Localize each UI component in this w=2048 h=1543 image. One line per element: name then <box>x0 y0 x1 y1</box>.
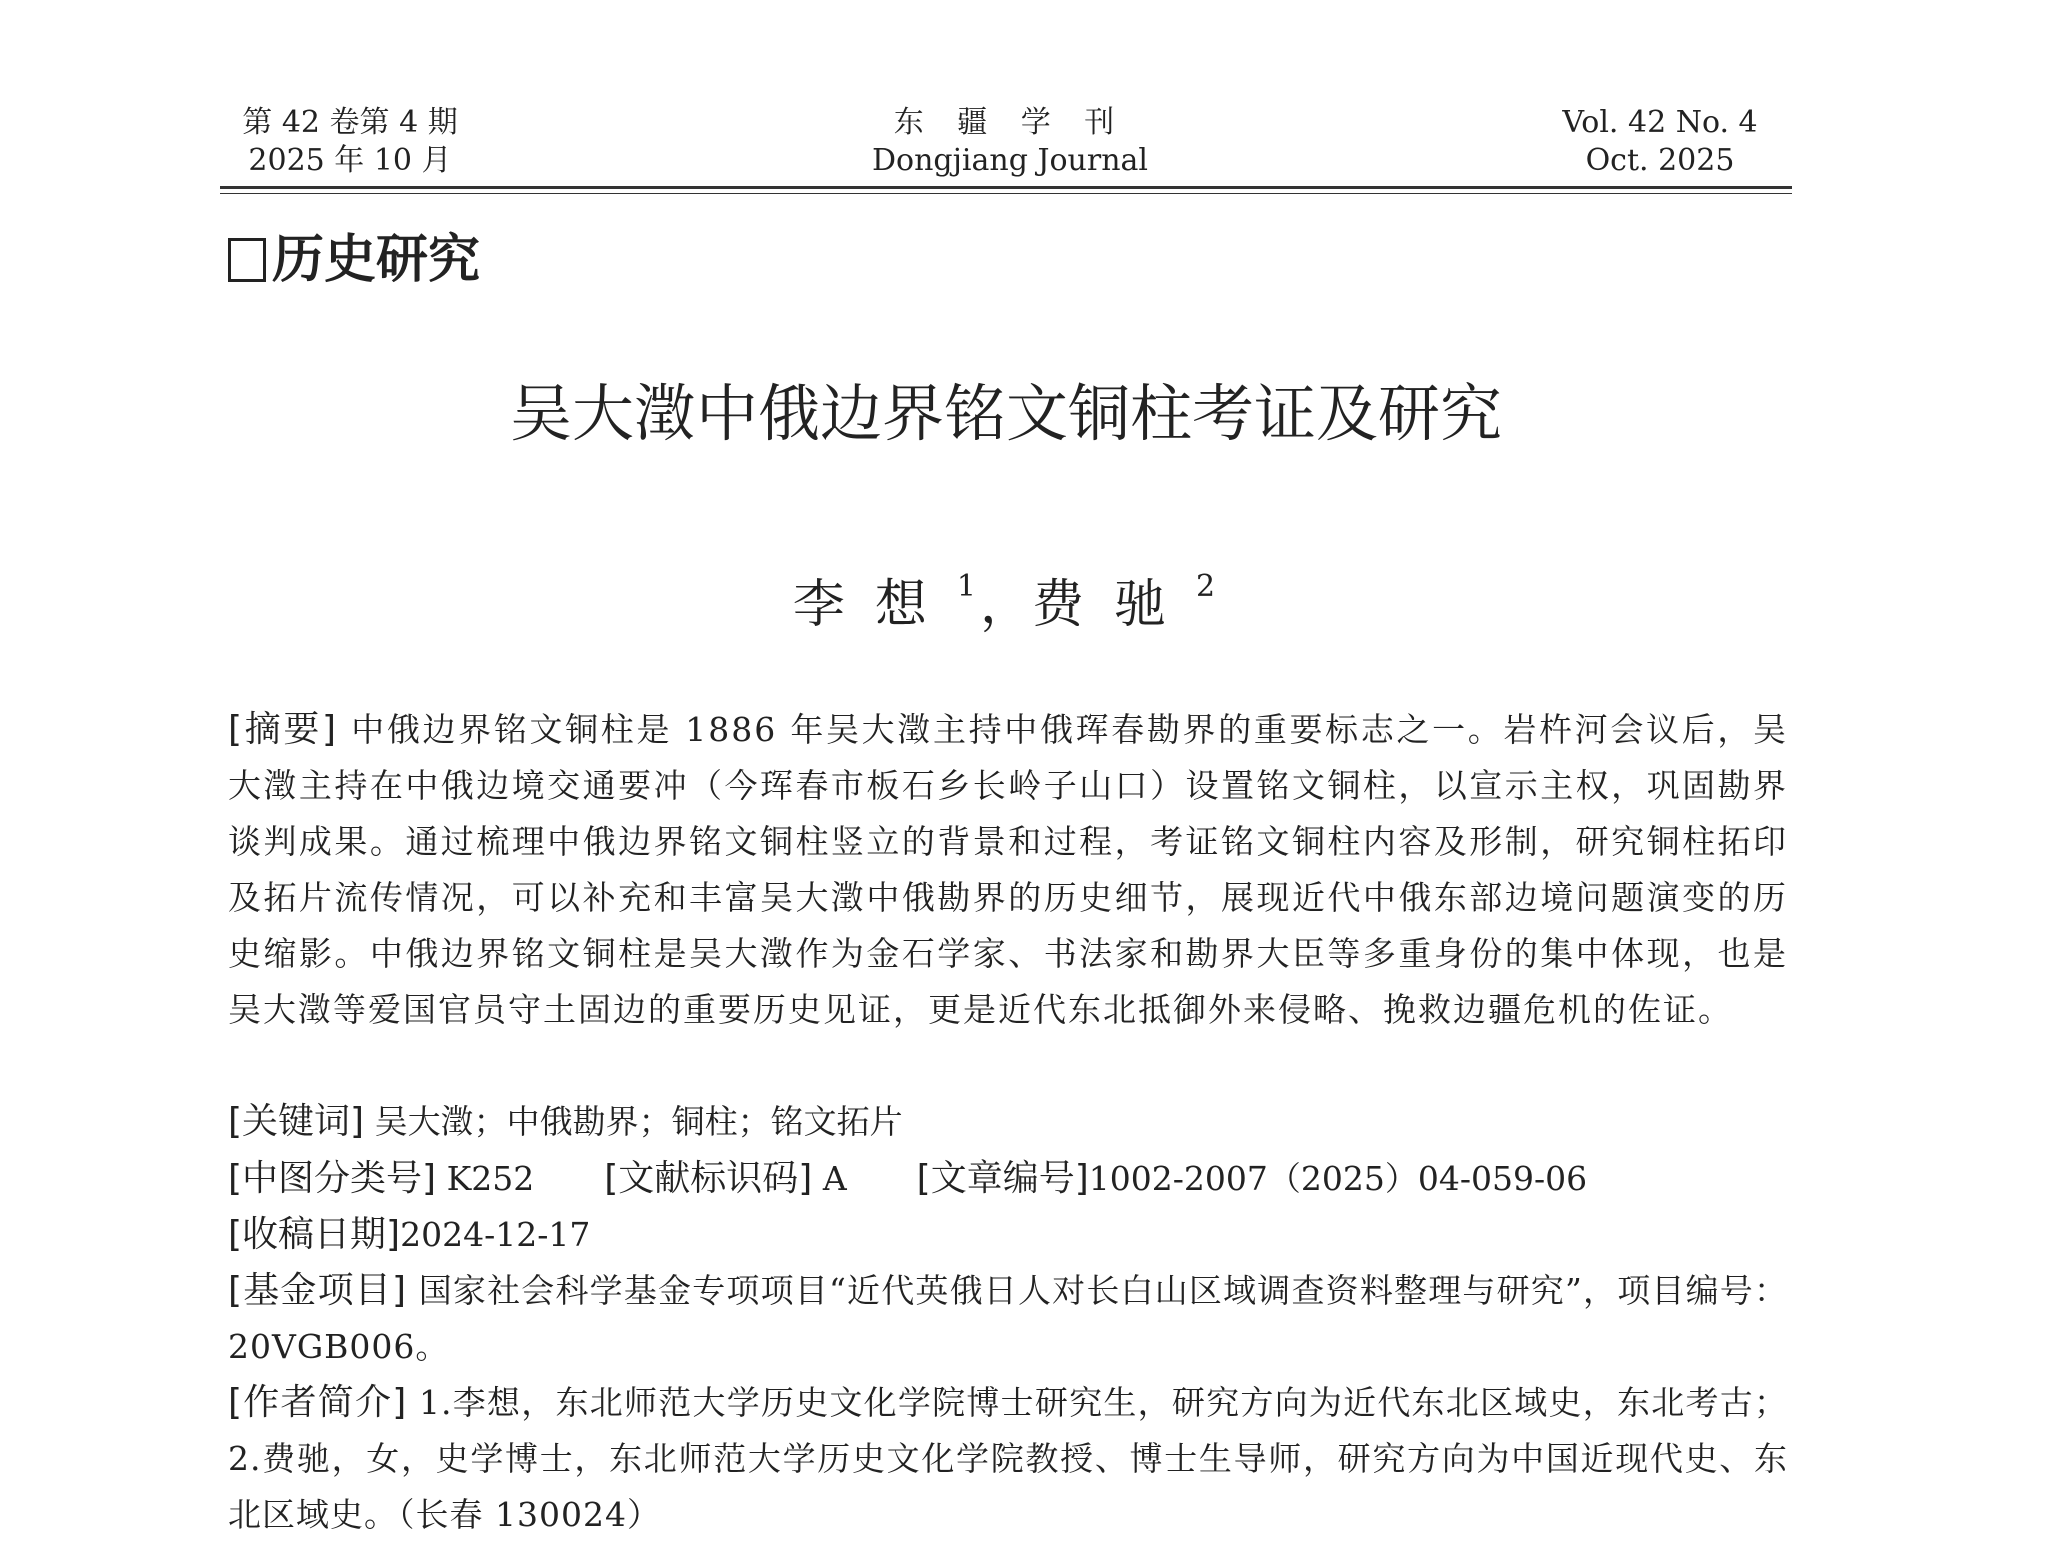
clc-value: K252 <box>446 1159 535 1198</box>
header-volume-cn: 第 42 卷第 4 期 <box>242 105 458 140</box>
keywords-label: [关键词] <box>228 1101 365 1142</box>
header-date-cn: 2025 年 10 月 <box>248 143 452 178</box>
author-name: 李想 <box>792 575 957 635</box>
author-affiliation-mark: 2 <box>1196 569 1216 604</box>
author-affiliation-mark: 1 <box>956 569 976 604</box>
classification-line <box>228 1151 1788 1207</box>
doc-code-value: A <box>822 1159 847 1198</box>
doc-code-label: [文献标识码] <box>604 1158 813 1199</box>
header-rule-thick <box>220 186 1792 189</box>
section-heading <box>228 228 480 292</box>
header-volume-en: Vol. 42 No. 4 <box>1562 105 1758 140</box>
fund-label: [基金项目] <box>228 1270 408 1311</box>
author-separator: ， <box>979 575 1032 635</box>
article-authors <box>220 552 1792 640</box>
received-date <box>228 1207 1788 1263</box>
author-bio <box>228 1375 1788 1543</box>
article-title: 吴大澂中俄边界铭文铜柱考证及研究 <box>509 377 1502 450</box>
header-volume-issue-en <box>1540 104 1780 180</box>
abstract-text: 中俄边界铭文铜柱是 1886 年吴大澂主持中俄珲春勘界的重要标志之一。岩杵河会议后，吴大澂主持在中俄边境交通要冲（今珲春市板石乡长岭子山口）设置铭文铜柱，以宣示主权，巩固勘界谈判成果。通过梳理中俄边界铭文铜柱竖立的背景和过程，考证铭文铜柱内容及形制，研究铜柱拓印及拓片流传情况，可以补充和丰富吴大澂中俄勘界的历史细节，展现近代中俄东部边境问题演变的历史缩影。中俄边界铭文铜柱是吴大澂作为金石学家、书法家和勘界大臣等多重身份的集中体现，也是吴大澂等爱国官员守土固边的重要历史见证，更是近代东北抵御外来侵略、挽救边疆危机的佐证。 <box>228 710 1789 1029</box>
header-journal-cn: 东 疆 学 刊 <box>893 105 1127 140</box>
fund-project <box>228 1263 1788 1375</box>
header-journal-en: Dongjiang Journal <box>871 143 1149 178</box>
author-name: 费驰 <box>1032 575 1197 635</box>
fund-text: 国家社会科学基金专项项目“近代英俄日人对长白山区域调查资料整理与研究”，项目编号：20VGB006。 <box>228 1271 1788 1366</box>
section-box-icon <box>228 238 266 282</box>
received-value: 2024-12-17 <box>400 1215 591 1254</box>
bio-text: 1.李想，东北师范大学历史文化学院博士研究生，研究方向为近代东北区域史，东北考古；2.费驰，女，史学博士，东北师范大学历史文化学院教授、博士生导师，研究方向为中国近现代史、东北区域史。（长春 130024） <box>228 1383 1788 1534</box>
article-number-label: [文章编号] <box>916 1158 1089 1199</box>
abstract <box>228 702 1788 1038</box>
header-journal-name <box>800 104 1220 180</box>
header-date-en: Oct. 2025 <box>1585 143 1735 178</box>
header-rule-thin <box>220 193 1792 194</box>
received-label: [收稿日期] <box>228 1214 401 1255</box>
section-title: 历史研究 <box>272 230 481 290</box>
bio-label: [作者简介] <box>228 1382 408 1423</box>
article-number-value: 1002-2007（2025）04-059-06 <box>1088 1159 1588 1198</box>
header-volume-issue <box>220 104 480 180</box>
clc-label: [中图分类号] <box>228 1158 437 1199</box>
abstract-label: [摘要] <box>228 709 339 750</box>
keywords <box>228 1094 1788 1150</box>
keywords-text: 吴大澂；中俄勘界；铜柱；铭文拓片 <box>374 1102 903 1141</box>
